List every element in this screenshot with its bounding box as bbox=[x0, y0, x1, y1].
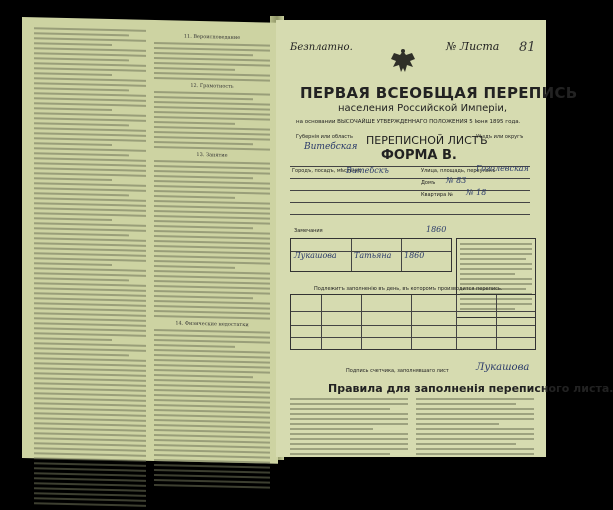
left-column-1 bbox=[34, 27, 146, 453]
house-label: Домъ bbox=[421, 180, 436, 186]
signature: Лукашова bbox=[476, 362, 530, 373]
census-sheet-title: ПЕРЕПИСНОЙ ЛИСТЪ bbox=[366, 134, 488, 147]
form-subtitle-population: населения Российской Имперіи, bbox=[338, 103, 508, 114]
street-label: Улица, площадь, переулокъ bbox=[421, 168, 496, 174]
section-title: Подлежитъ заполненію въ день, въ которомъ производится перепись. bbox=[314, 286, 503, 292]
apartment-value: № 18 bbox=[466, 188, 487, 197]
section-heading-occupation: 13. Занятие bbox=[196, 151, 228, 159]
free-label: Безплатно. bbox=[290, 42, 353, 53]
person-surname: Лукашова bbox=[294, 251, 337, 260]
handwritten-page-number: 81 bbox=[519, 40, 536, 55]
list-number-label: № Листа bbox=[446, 40, 500, 53]
apartment-label: Квартира № bbox=[421, 192, 453, 198]
guberniya-label: Губернія или область bbox=[296, 134, 353, 140]
uezd-label: Уѣздъ или округъ bbox=[476, 134, 524, 140]
street-value: Гоголевская bbox=[476, 164, 529, 173]
census-table bbox=[290, 294, 536, 350]
imperial-eagle-icon bbox=[388, 48, 418, 76]
section-heading-literacy: 12. Грамотность bbox=[190, 82, 234, 90]
city-value: Витебскъ bbox=[346, 166, 389, 175]
left-page bbox=[22, 17, 278, 464]
person-year: 1860 bbox=[404, 251, 425, 260]
person-name: Татьяна bbox=[354, 251, 392, 260]
section-heading-religion: 11. Вероисповедание bbox=[183, 33, 241, 41]
census-form-page bbox=[276, 20, 613, 457]
form-title: ПЕРВАЯ ВСЕОБЩАЯ ПЕРЕПИСЬ bbox=[300, 84, 578, 102]
remarks-label: Замечания bbox=[294, 228, 323, 234]
left-column-2 bbox=[154, 30, 270, 456]
section-heading-disabilities: 14. Физические недостатки bbox=[175, 320, 249, 329]
form-regulation: на основании ВЫСОЧАЙШЕ УТВЕРЖДЕННАГО ПОЛОЖЕНИЯ 5 Іюня 1895 года. bbox=[296, 119, 521, 125]
rules-column-1 bbox=[290, 398, 408, 458]
form-type: ФОРМА В. bbox=[381, 148, 457, 163]
house-value: № 83 bbox=[446, 176, 467, 185]
city-label: Городъ, посадъ, мѣстечко bbox=[292, 168, 362, 174]
handwritten-year: 1860 bbox=[426, 225, 447, 234]
guberniya-value: Витебская bbox=[304, 142, 358, 152]
rules-title: Правила для заполненія переписного листа. bbox=[328, 382, 613, 395]
rules-column-2 bbox=[416, 398, 534, 458]
signature-label: Подпись счетчика, заполнявшаго лист bbox=[346, 368, 449, 374]
